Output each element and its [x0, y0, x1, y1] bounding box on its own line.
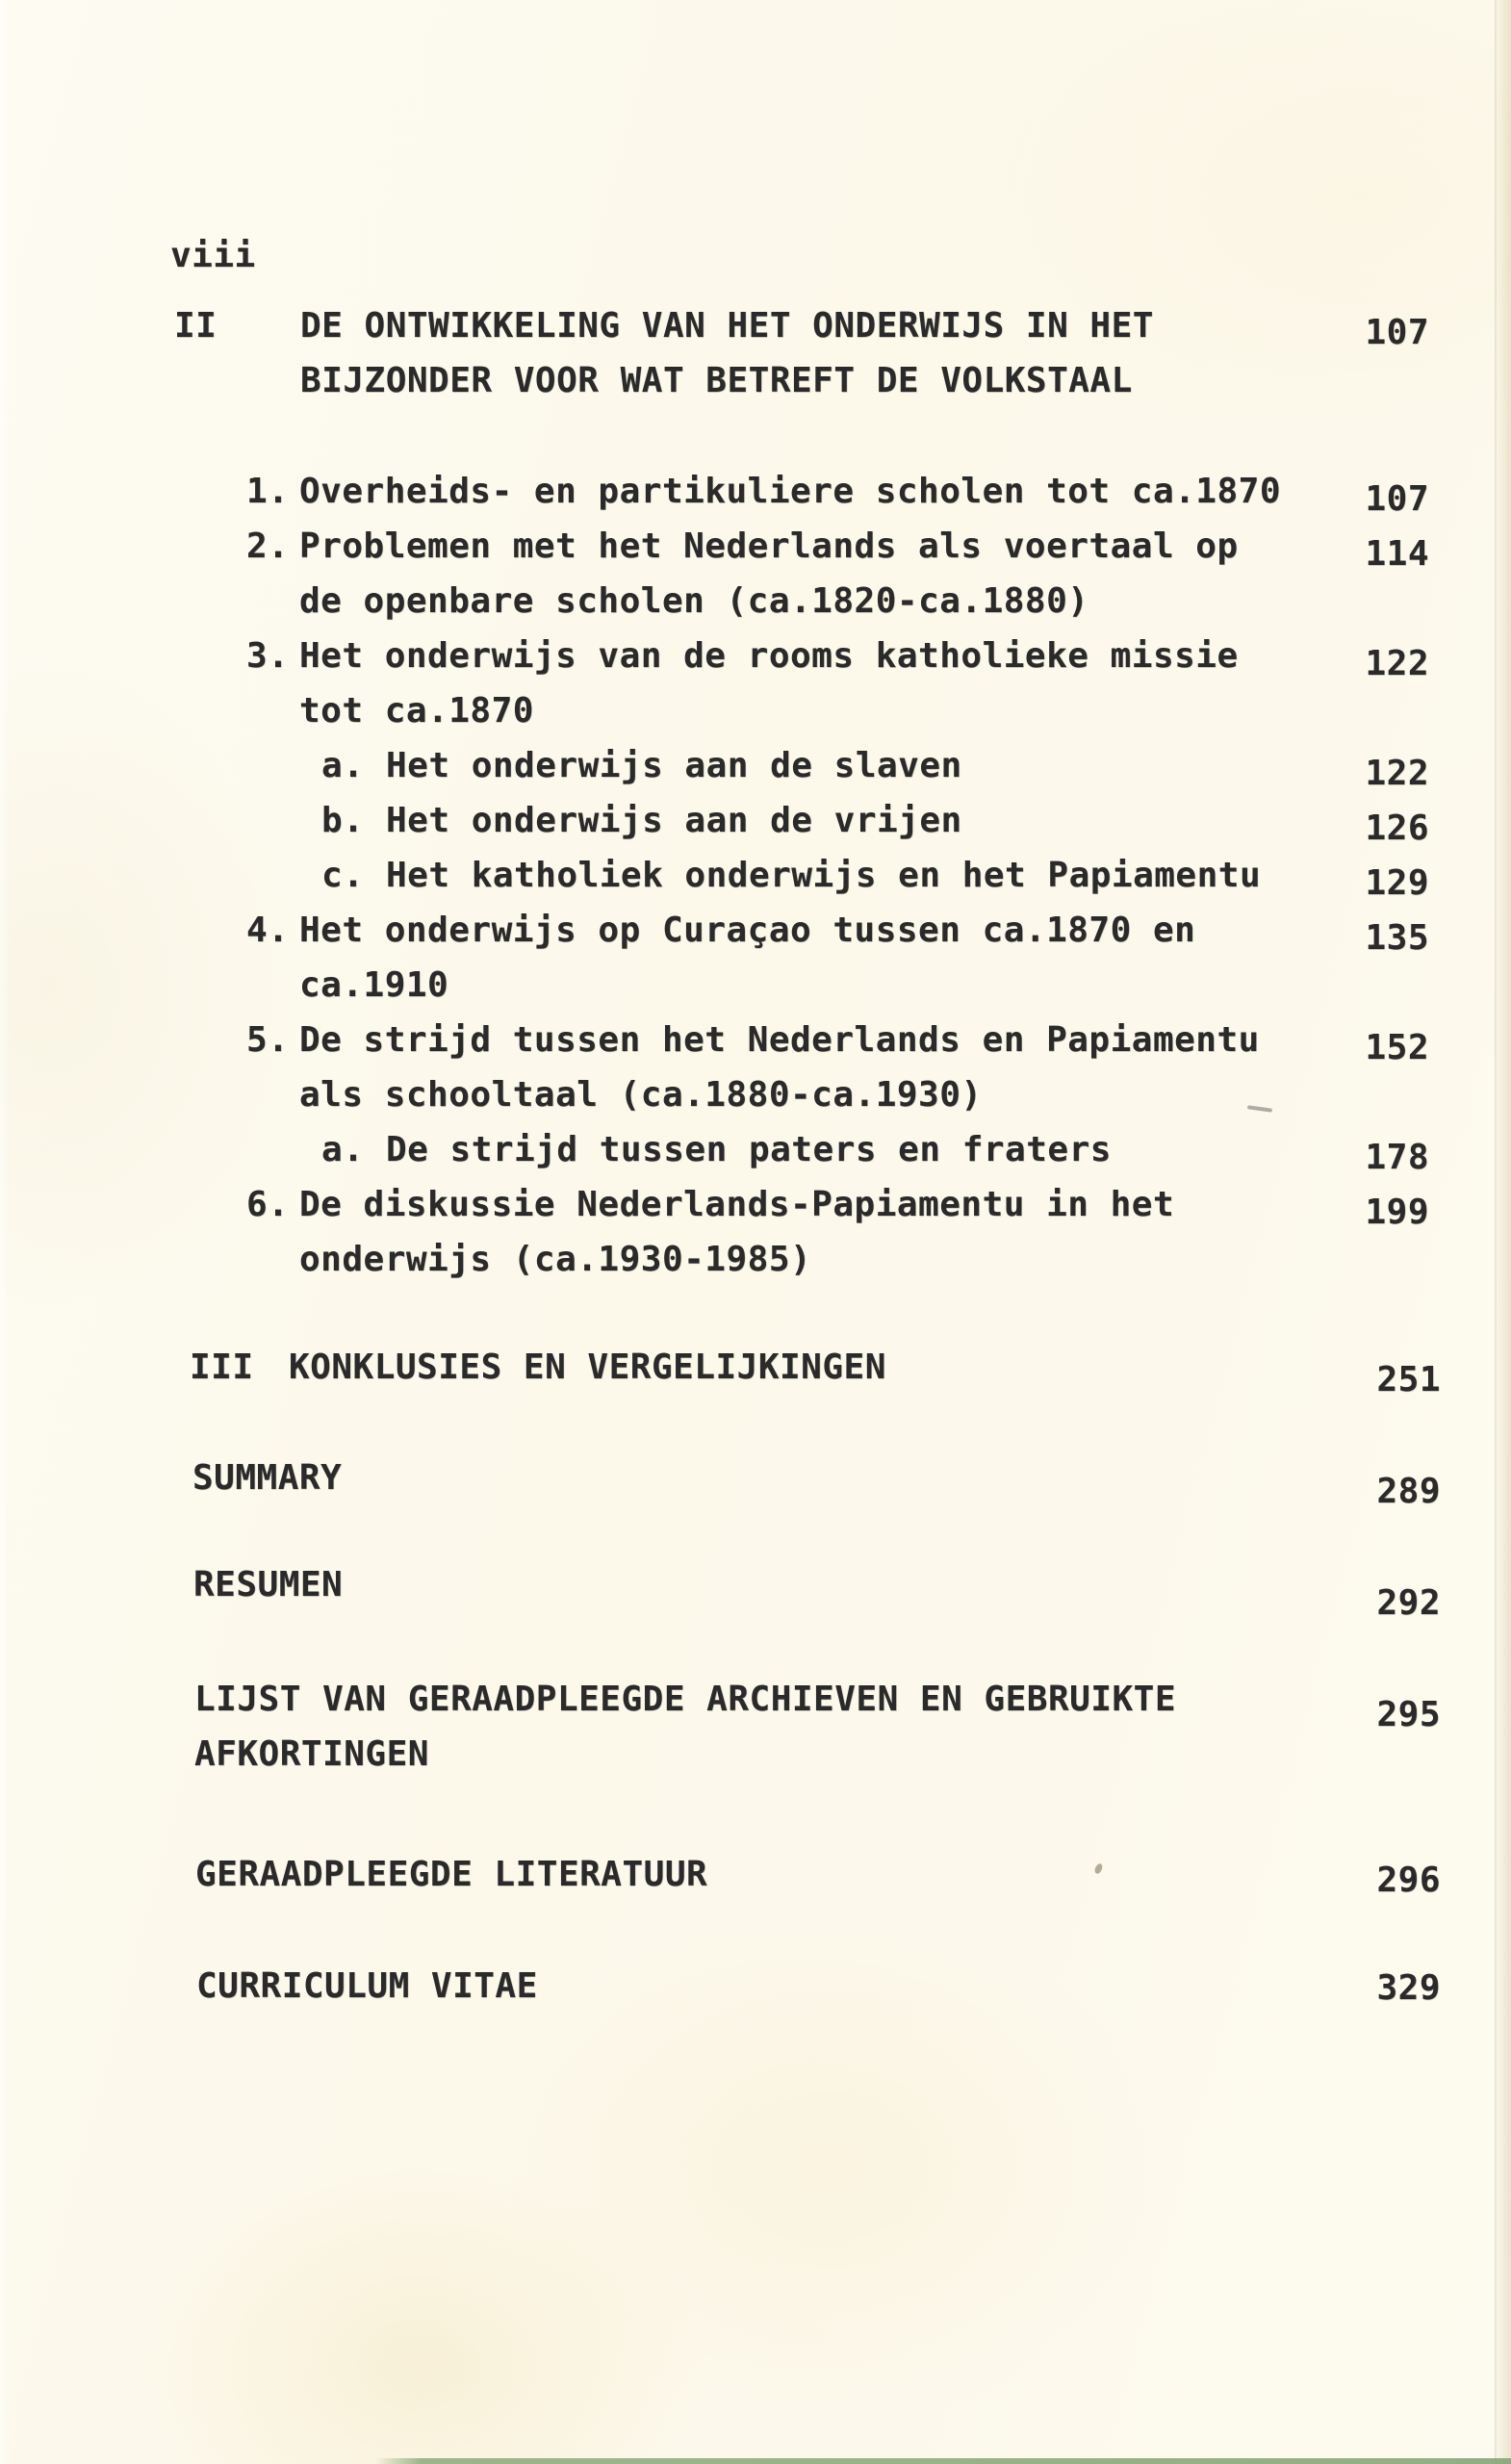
toc-page-number: 114	[1365, 534, 1429, 574]
toc-page-number: 129	[1365, 863, 1429, 903]
toc-page-number: 199	[1365, 1193, 1429, 1232]
toc-page-number: 135	[1365, 918, 1429, 958]
toc-entry-line: onderwijs (ca.1930-1985)	[299, 1240, 812, 1279]
toc-section-title: RESUMEN	[193, 1565, 344, 1604]
toc-entry-line: De strijd tussen het Nederlands en Papiamentu	[299, 1020, 1260, 1060]
scanner-bottom-strip	[375, 2458, 1511, 2464]
toc-section-title: AFKORTINGEN	[194, 1734, 429, 1774]
toc-entry-line: De strijd tussen paters en fraters	[386, 1130, 1112, 1169]
toc-page-number: 292	[1376, 1583, 1441, 1623]
toc-page-number: 251	[1376, 1360, 1441, 1399]
toc-entry-line: BIJZONDER VOOR WAT BETREFT DE VOLKSTAAL	[300, 361, 1133, 400]
toc-page-number: 152	[1365, 1028, 1429, 1067]
toc-section-title: SUMMARY	[192, 1458, 343, 1498]
toc-chapter-label: II	[174, 306, 218, 346]
toc-entry-line: DE ONTWIKKELING VAN HET ONDERWIJS IN HET	[300, 306, 1154, 346]
toc-entry-line: Het onderwijs aan de slaven	[386, 746, 962, 785]
paper-left-edge	[0, 0, 10, 2464]
toc-item-number: 3.	[246, 636, 290, 676]
toc-page-number: 295	[1376, 1695, 1441, 1734]
toc-section-title: GERAADPLEEGDE LITERATUUR	[195, 1855, 708, 1894]
toc-entry-line: ca.1910	[299, 965, 449, 1005]
toc-item-number: 4.	[246, 911, 290, 950]
toc-entry-line: De diskussie Nederlands-Papiamentu in het	[299, 1185, 1175, 1224]
toc-page-number: 122	[1365, 644, 1429, 683]
toc-entry-line: Het onderwijs op Curaçao tussen ca.1870 en	[299, 911, 1196, 950]
toc-entry-line: Het onderwijs van de rooms katholieke missie	[299, 636, 1239, 676]
toc-subitem-letter: c.	[321, 856, 365, 895]
ink-speck	[1094, 1862, 1103, 1874]
toc-entry-line: de openbare scholen (ca.1820-ca.1880)	[299, 581, 1089, 621]
toc-chapter-label: III	[190, 1348, 254, 1387]
toc-page-number: 122	[1365, 754, 1429, 793]
ink-smudge	[1247, 1105, 1272, 1113]
toc-entry-line: Overheids- en partikuliere scholen tot ca.1870	[299, 472, 1281, 511]
toc-page-number: 329	[1376, 1968, 1441, 2008]
toc-entry-line: Het onderwijs aan de vrijen	[386, 801, 962, 840]
toc-entry-line: tot ca.1870	[299, 691, 534, 731]
toc-entry-line: Het katholiek onderwijs en het Papiamentu	[386, 856, 1262, 895]
toc-page-number: 107	[1365, 313, 1429, 352]
toc-item-number: 2.	[246, 526, 290, 566]
toc-page-number: 296	[1376, 1861, 1441, 1900]
toc-subitem-letter: a.	[321, 1130, 365, 1169]
toc-entry-line: Problemen met het Nederlands als voertaal op	[299, 526, 1239, 566]
toc-page-number: 126	[1365, 808, 1429, 848]
toc-item-number: 6.	[246, 1185, 290, 1224]
toc-entry-line: als schooltaal (ca.1880-ca.1930)	[299, 1075, 983, 1115]
paper-right-edge-shadow	[1494, 0, 1511, 2464]
toc-subitem-letter: a.	[321, 746, 365, 785]
toc-item-number: 5.	[246, 1020, 290, 1060]
toc-section-title: LIJST VAN GERAADPLEEGDE ARCHIEVEN EN GEBRUIKTE	[194, 1680, 1176, 1719]
page-folio: viii	[170, 236, 256, 275]
toc-page-number: 107	[1365, 479, 1429, 519]
toc-page-number: 178	[1365, 1138, 1429, 1177]
toc-item-number: 1.	[246, 472, 290, 511]
toc-subitem-letter: b.	[321, 801, 365, 840]
toc-page-number: 289	[1376, 1472, 1441, 1511]
toc-entry-line: KONKLUSIES EN VERGELIJKINGEN	[289, 1348, 886, 1387]
toc-section-title: CURRICULUM VITAE	[196, 1966, 538, 2006]
